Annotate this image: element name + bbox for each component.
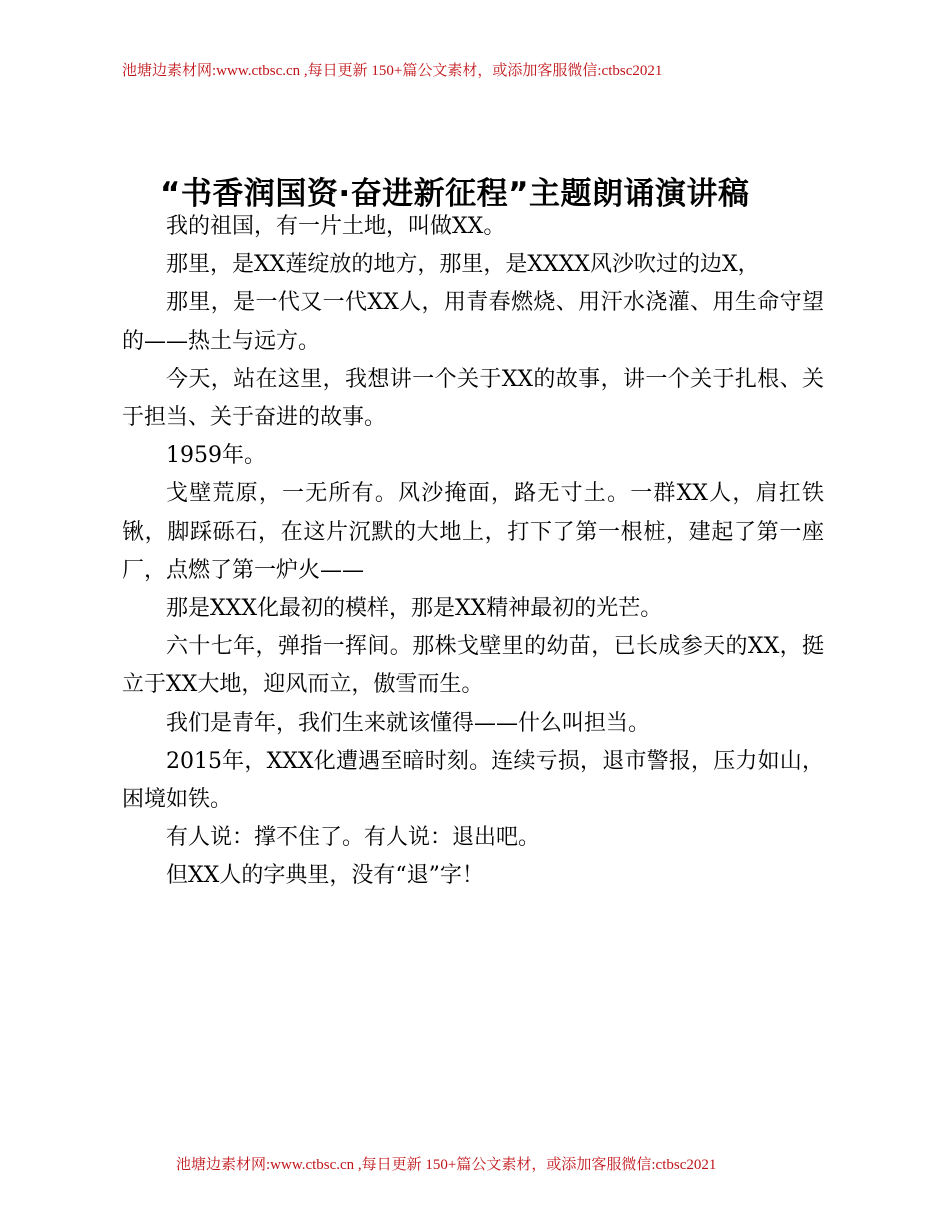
footer-banner: 池塘边素材网:www.ctbsc.cn ,每日更新 150+篇公文素材，或添加客服微信:ctbsc2021 [176, 1157, 717, 1173]
paragraph: 有人说：撑不住了。有人说：退出吧。 [166, 825, 541, 851]
header-banner: 池塘边素材网:www.ctbsc.cn ,每日更新 150+篇公文素材，或添加客服微信:ctbsc2021 [122, 63, 663, 79]
paragraph: 那是XXX化最初的模样，那是XX精神最初的光芒。 [166, 596, 663, 622]
paragraph: 戈壁荒原，一无所有。风沙掩面，路无寸土。一群XX人，肩扛铁锹，脚踩砾石，在这片沉默的大地上，打下了第一根桩，建起了第一座厂，点燃了第一炉火—— [122, 481, 824, 583]
paragraph: 那里，是一代又一代XX人，用青春燃烧、用汗水浇灌、用生命守望的——热土与远方。 [122, 290, 824, 354]
paragraph: 我们是青年，我们生来就该懂得——什么叫担当。 [166, 710, 651, 736]
paragraph: 我的祖国，有一片土地，叫做XX。 [166, 214, 506, 239]
paragraph: 2015年，XXX化遭遇至暗时刻。连续亏损，退市警报，压力如山，困境如铁。 [122, 748, 824, 813]
paragraph: 六十七年，弹指一挥间。那株戈壁里的幼苗，已长成参天的XX，挺立于XX大地，迎风而立，傲雪而生。 [122, 634, 824, 698]
paragraph: 1959年。 [166, 443, 266, 469]
paragraph: 但XX人的字典里，没有“退”字！ [166, 863, 484, 889]
document-body [122, 208, 824, 896]
paragraph: 今天，站在这里，我想讲一个关于XX的故事，讲一个关于扎根、关于担当、关于奋进的故事。 [122, 366, 824, 431]
page-title: “书香润国资·奋进新征程”主题朗诵演讲稿 [160, 176, 750, 212]
paragraph: 那里，是XX莲绽放的地方，那里，是XXXX风沙吹过的边X， [166, 252, 760, 278]
